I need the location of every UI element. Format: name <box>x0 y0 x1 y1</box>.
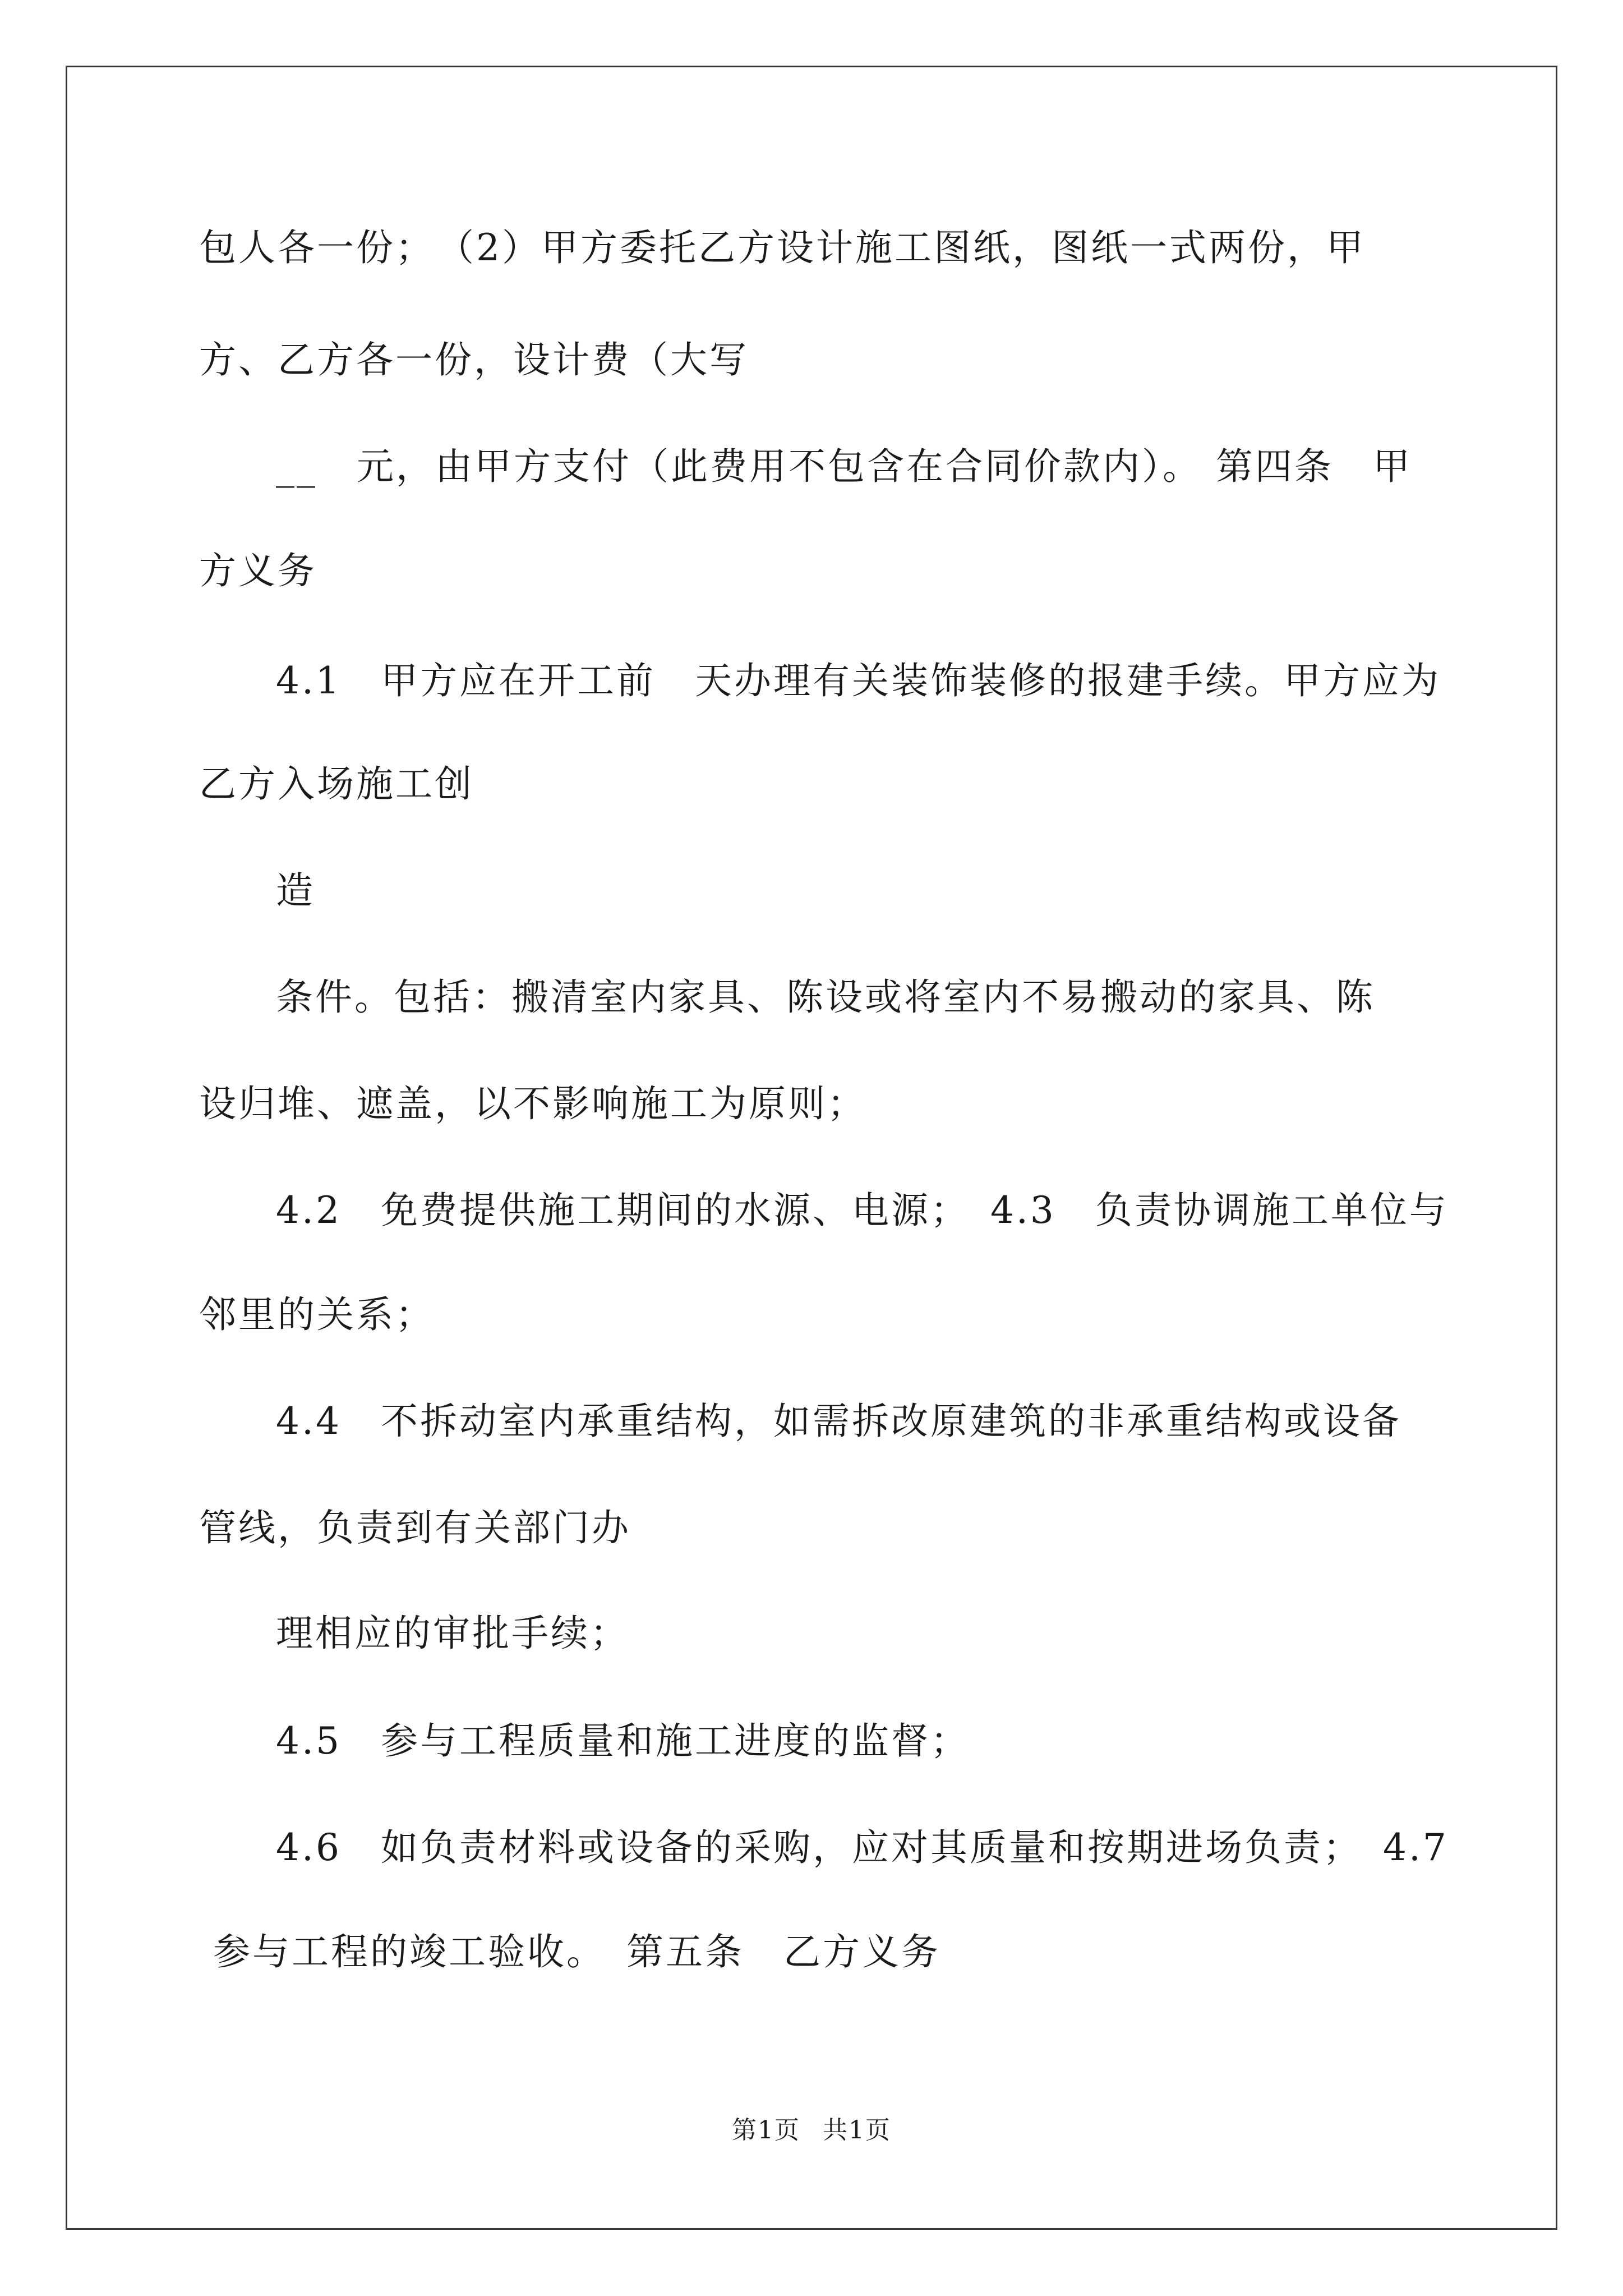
text-line: 4.1 甲方应在开工前 天办理有关装饰装修的报建手续。甲方应为 <box>276 659 1441 702</box>
text-line: 理相应的审批手续； <box>276 1612 629 1655</box>
text-line: 4.4 不拆动室内承重结构，如需拆改原建筑的非承重结构或设备 <box>276 1400 1401 1443</box>
text-line: 设归堆、遮盖，以不影响施工为原则； <box>199 1082 866 1125</box>
text-line: 方义务 <box>199 549 317 592</box>
text-line: 方、乙方各一份，设计费（大写 <box>199 338 749 381</box>
text-line: 乙方入场施工创 <box>199 762 474 806</box>
text-line: 4.6 如负责材料或设备的采购，应对其质量和按期进场负责； 4.7 <box>276 1826 1449 1869</box>
text-line: 条件。包括：搬清室内家具、陈设或将室内不易搬动的家具、陈 <box>276 976 1375 1019</box>
page-number-footer: 第1页 共1页 <box>732 2116 891 2145</box>
text-line: 邻里的关系； <box>199 1293 435 1336</box>
text-line: 4.2 免费提供施工期间的水源、电源； 4.3 负责协调施工单位与 <box>276 1189 1449 1232</box>
text-line: 造 <box>276 869 315 912</box>
page-border <box>66 66 1557 2230</box>
text-line: 4.5 参与工程质量和施工进度的监督； <box>276 1719 970 1763</box>
text-line: 管线，负责到有关部门办 <box>199 1506 631 1549</box>
text-line: 包人各一份； （2）甲方委托乙方设计施工图纸，图纸一式两份，甲 <box>199 226 1366 269</box>
text-line: __ 元，由甲方支付（此费用不包含在合同价款内）。 第四条 甲 <box>276 445 1412 488</box>
text-line: 参与工程的竣工验收。 第五条 乙方义务 <box>213 1930 940 1973</box>
